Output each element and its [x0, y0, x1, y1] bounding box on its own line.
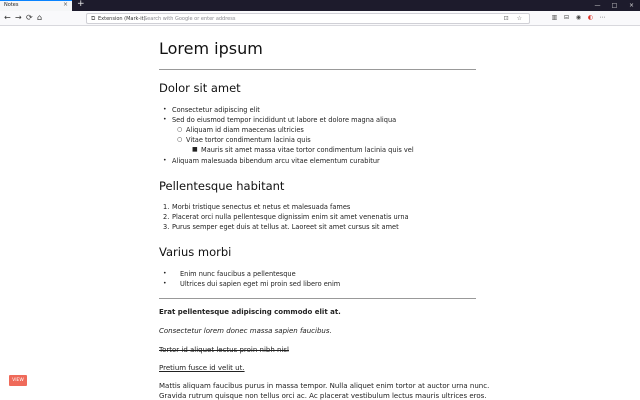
list-item: Morbi tristique senectus et netus et malesuada fames	[172, 203, 351, 211]
list-number: 2.	[163, 213, 170, 221]
bullet: •	[163, 106, 167, 113]
list-item: Placerat orci nulla pellentesque dignissim enim sit amet venenatis urna	[172, 213, 409, 221]
sidebar-icon[interactable]: ⊟	[563, 14, 570, 21]
section-heading: Pellentesque habitant	[159, 179, 285, 193]
list-number: 3.	[163, 223, 170, 231]
menu-icon[interactable]: ⋯	[599, 14, 606, 21]
account-icon[interactable]: ◉	[575, 14, 582, 21]
navigation-bar	[0, 11, 640, 26]
list-item: Purus semper eget duis at tellus at. Laoreet sit amet cursus sit amet	[172, 223, 399, 231]
window-controls	[589, 0, 640, 11]
tab-close-icon[interactable]: ×	[63, 1, 69, 8]
section-heading: Dolor sit amet	[159, 81, 241, 95]
forward-icon[interactable]: →	[15, 13, 22, 22]
list-item: Vitae tortor condimentum lacinia quis	[186, 136, 311, 144]
section-heading: Varius morbi	[159, 245, 232, 259]
divider	[159, 69, 476, 70]
list-item: Aliquam id diam maecenas ultricies	[186, 126, 304, 134]
bullet: •	[163, 280, 167, 287]
view-button[interactable]: VIEW	[9, 375, 27, 386]
link-paragraph[interactable]: Pretium fusce id velit ut.	[159, 364, 245, 372]
bullet: ○	[177, 126, 183, 133]
bullet: •	[163, 116, 167, 123]
body-paragraph-line-2: Gravida rutrum quisque non tellus orci ac. Ac placerat vestibulum lectus mauris ultrices eros.	[159, 392, 487, 400]
url-text: Extension (Mark-it)	[98, 16, 146, 22]
close-window-icon[interactable]: ×	[628, 2, 635, 9]
url-bar[interactable]	[86, 13, 530, 24]
divider	[159, 298, 476, 299]
list-number: 1.	[163, 203, 170, 211]
strikethrough-paragraph: Tortor id aliquet lectus proin nibh nisl	[159, 346, 289, 354]
bold-paragraph: Erat pellentesque adipiscing commodo elit at.	[159, 308, 341, 316]
toolbar-icons	[550, 12, 607, 23]
list-item: Mauris sit amet massa vitae tortor condimentum lacinia quis vel	[201, 146, 414, 154]
extension-record-icon[interactable]: ◐	[587, 14, 594, 21]
list-item: Consectetur adipiscing elit	[172, 106, 260, 114]
bullet: ■	[192, 146, 198, 153]
bullet: •	[163, 157, 167, 164]
extension-icon: ⧉	[91, 15, 96, 22]
library-icon[interactable]: ▥	[551, 14, 558, 21]
search-input[interactable]: Search with Google or enter address	[144, 16, 236, 22]
list-item: Aliquam malesuada bibendum arcu vitae elementum curabitur	[172, 157, 380, 165]
bookmark-star-icon[interactable]: ⊡ ☆	[503, 15, 525, 22]
back-icon[interactable]: ←	[4, 13, 11, 22]
italic-paragraph: Consectetur lorem donec massa sapien faucibus.	[159, 327, 332, 335]
bullet: •	[163, 270, 167, 277]
home-icon[interactable]: ⌂	[37, 13, 43, 22]
list-item: Sed do eiusmod tempor incididunt ut labore et dolore magna aliqua	[172, 116, 397, 124]
new-tab-icon[interactable]: +	[77, 0, 85, 9]
reload-icon[interactable]: ⟳	[26, 13, 33, 22]
tab-bar	[0, 0, 640, 11]
maximize-icon[interactable]: □	[611, 2, 618, 9]
minimize-icon[interactable]: —	[594, 2, 601, 9]
list-item: Enim nunc faucibus a pellentesque	[180, 270, 296, 278]
tab-title: Notes	[4, 2, 19, 8]
page-title: Lorem ipsum	[159, 39, 263, 58]
tab-notes[interactable]	[0, 0, 72, 11]
bullet: ○	[177, 136, 183, 143]
body-paragraph-line-1: Mattis aliquam faucibus purus in massa tempor. Nulla aliquet enim tortor at auctor urna nunc.	[159, 382, 490, 390]
list-item: Ultrices dui sapien eget mi proin sed libero enim	[180, 280, 341, 288]
